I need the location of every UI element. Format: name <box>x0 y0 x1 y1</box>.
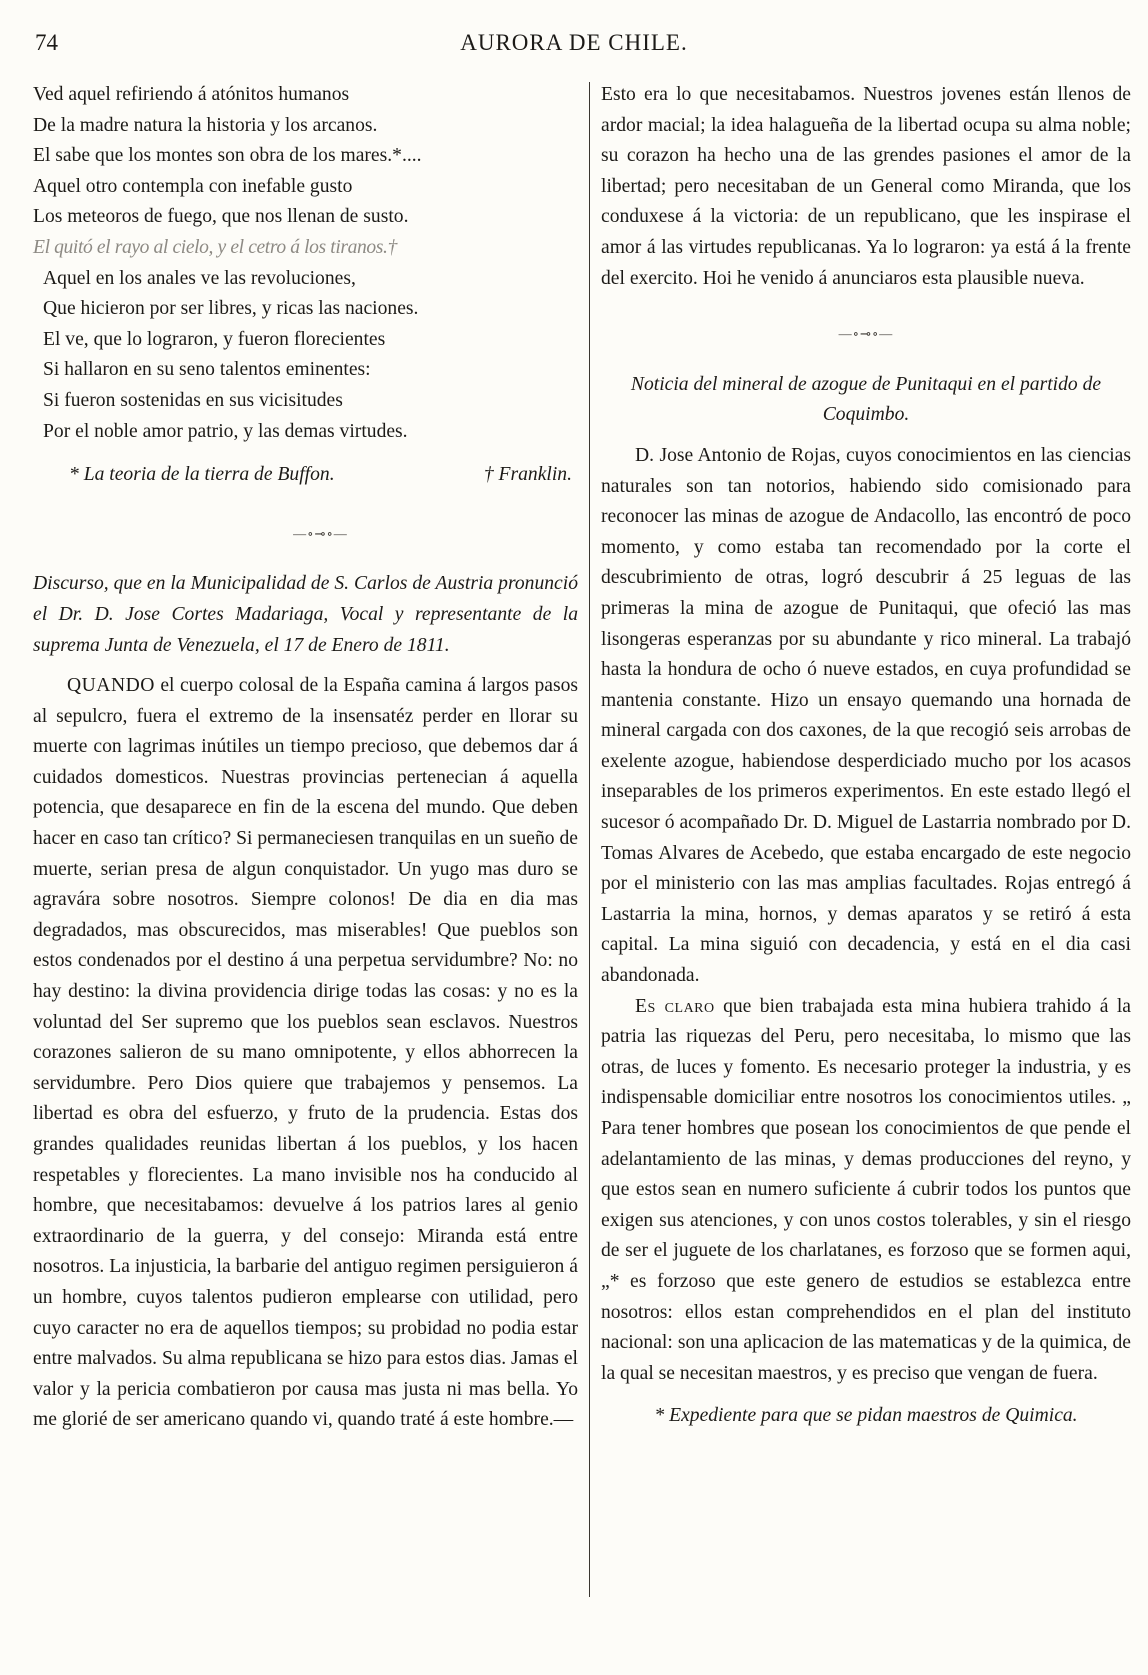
verse-line: Aquel otro contempla con inefable gusto <box>33 175 353 197</box>
poem-verse <box>33 80 578 447</box>
page-number: 74 <box>35 30 58 55</box>
verse-line: Si fueron sostenidas en sus vicisitudes <box>43 389 343 411</box>
second-text: que bien trabajada esta mina hubiera trahido á la patria las riquezas del Peru, pero necesitaba, lo mismo que las otras, de luces y fomento. Es necesario proteger la industria, y es indispensable domiciliar entre nosotros los conocimientos utiles. „ Para tener hombres que posean los conocimientos de que pende el adelantamiento de las minas, y demas producciones del reyno, y que estos sean en numero suficiente á cubrir todos los puntos que exigen sus atenciones, y con unos costos tolerables, y sin el riesgo de ser el juguete de los charlatanes, es forzoso que se formen aqui,„* es forzoso que este genero de estudios se establezca entre nosotros: ellos estan comprehendidos en el plan del instituto nacional: son una aplicacion de las matematicas y de la quimica, de la qual se necesitan maestros, y es preciso que vengan de fuera. <box>601 995 1131 1384</box>
footnote-franklin: † Franklin. <box>483 464 572 486</box>
discourse-heading: Discurso, que en la Municipalidad de S. Carlos de Austria pronunció el Dr. D. Jose Cortes Madariaga, Vocal y representante de la suprema Junta de Venezuela, el 17 de Enero de 1811. <box>33 573 578 656</box>
running-head: AURORA DE CHILE. <box>460 30 688 55</box>
verse-line: Que hicieron por ser libres, y ricas las naciones. <box>43 298 419 320</box>
right-column <box>601 80 1131 1432</box>
footnote-buffon: * La teoria de la tierra de Buffon. <box>69 464 335 486</box>
mineral-heading: Noticia del mineral de azogue de Punitaqui en el partido de Coquimbo. <box>630 373 1102 426</box>
section-ornament: —∘⊸∘— <box>293 525 348 541</box>
verse-line: Los meteoros de fuego, que nos llenan de susto. <box>33 206 409 228</box>
section-ornament: —∘⊸∘— <box>838 326 894 342</box>
verse-line: El sabe que los montes son obra de los mares.*.... <box>33 145 422 167</box>
second-lead-word: Es claro <box>635 995 715 1017</box>
mineral-body: D. Jose Antonio de Rojas, cuyos conocimientos en las ciencias naturales son tan notorios, habiendo sido comisionado para reconocer las minas de azogue de Andacollo, las encontró de poco momento, y como estaba tan recomendado por la corte el descubrimiento de otras, logró descubrir á 25 leguas de las primeras la mina de azogue de Punitaqui, que ofeció las mas lisongeras esperanzas por su abundante y rico mineral. La trabajó hasta la hondura de ocho ó nueve estados, en cuya profundidad se mantenia constante. Hizo un ensayo quemando una hornada de mineral cargada con dos caxones, de la que recogió seis arrobas de exelente azogue, habiendose desperdiciado mucho por los acasos inseparables de los primeros experimentos. En este estado llegó el sucesor ó acompañado Dr. D. Miguel de Lastarria nombrado por D. Tomas Alvares de Acebedo, que estaba encargado de este negocio por el ministerio con las mas amplias facultades. Rojas entregó á Lastarria la mina, hornos, y demas aparatos y se retiró á esta capital. La mina siguió con decadencia, y está en el dia casi abandonada. <box>601 444 1131 987</box>
column-rule <box>589 82 590 1597</box>
discourse-lead-word: QUANDO <box>67 675 155 697</box>
verse-footnotes <box>69 460 572 491</box>
verse-line: Ved aquel refiriendo á atónitos humanos <box>33 84 350 105</box>
verse-line: Por el noble amor patrio, y las demas virtudes. <box>43 420 408 442</box>
left-column <box>33 80 578 1436</box>
discourse-body <box>33 671 578 1436</box>
verse-line: Aquel en los anales ve las revoluciones, <box>43 267 356 289</box>
discourse-continued: Esto era lo que necesitabamos. Nuestros jovenes están llenos de ardor macial; la idea halagueña de la libertad ocupa su alma noble; su corazon ha hecho una de las grendes pasiones el amor de la libertad; pero necesitaban de un General como Miranda, que los conduxese á la victoria: de un republicano, que les inspirase el amor á las virtudes republicanas. Ya lo lograron: ya está á la frente del exercito. Hoi he venido á anunciaros esta plausible nueva. <box>601 84 1131 289</box>
footnote-quimica: * Expediente para que se pidan maestros de Quimica. <box>654 1405 1078 1427</box>
verse-line: El ve, que lo lograron, y fueron florecientes <box>43 328 386 350</box>
mineral-body-second <box>601 992 1131 1390</box>
discourse-text: el cuerpo colosal de la España camina á largos pasos al sepulcro, fuera el extremo de la insensatéz perder en llorar su muerte con lagrimas inútiles un tiempo precioso, que debemos dar á cuidados domesticos. Nuestras provincias pertenecian á aquella potencia, que desaparece en fin de la escena del mundo. Que deben hacer en caso tan crítico? Si permaneciesen tranquilas en un sueño de muerte, serian presa de algun conquistador. Un yugo mas duro se agravára sobre nosotros. Siempre colonos! De dia en dia mas degradados, mas obscurecidos, mas miserables! Que pueblos son estos condenados por el destino á una perpetua servidumbre? No: no hay destino: la divina providencia dirige todas las cosas: y no es la voluntad del Ser supremo que los pueblos sean esclavos. Nuestros corazones salieron de su mano omnipotente, y ellos abhorrecen la servidumbre. Pero Dios quiere que trabajemos y pensemos. La libertad es obra del esfuerzo, y fruto de la prudencia. Estas dos grandes qualidades reunidas libertan á los pueblos, y los hacen respetables y florecientes. La mano invisible nos ha conducido al hombre, que necesitabamos: devuelve á los patrios lares al genio extraordinario de la guerra, y del consejo: Miranda está entre nosotros. La injusticia, la barbarie del antiguo regimen persiguieron á un hombre, cuyos talentos pudieron emplearse con utilidad, pero cuyo caracter no era de aquellos tiempos; su probidad no podia estar entre malvados. Su alma republicana se hizo para estos dias. Jamas el valor y la pericia combatieron por causa mas justa ni mas bella. Yo me glorié de ser americano quando vi, quando traté á este hombre.— <box>33 675 578 1431</box>
verse-line: Si hallaron en su seno talentos eminentes: <box>43 359 371 381</box>
verse-line: De la madre natura la historia y los arcanos. <box>33 114 378 136</box>
verse-line: El quitó el rayo al cielo, y el cetro á los tiranos.† <box>33 236 397 258</box>
